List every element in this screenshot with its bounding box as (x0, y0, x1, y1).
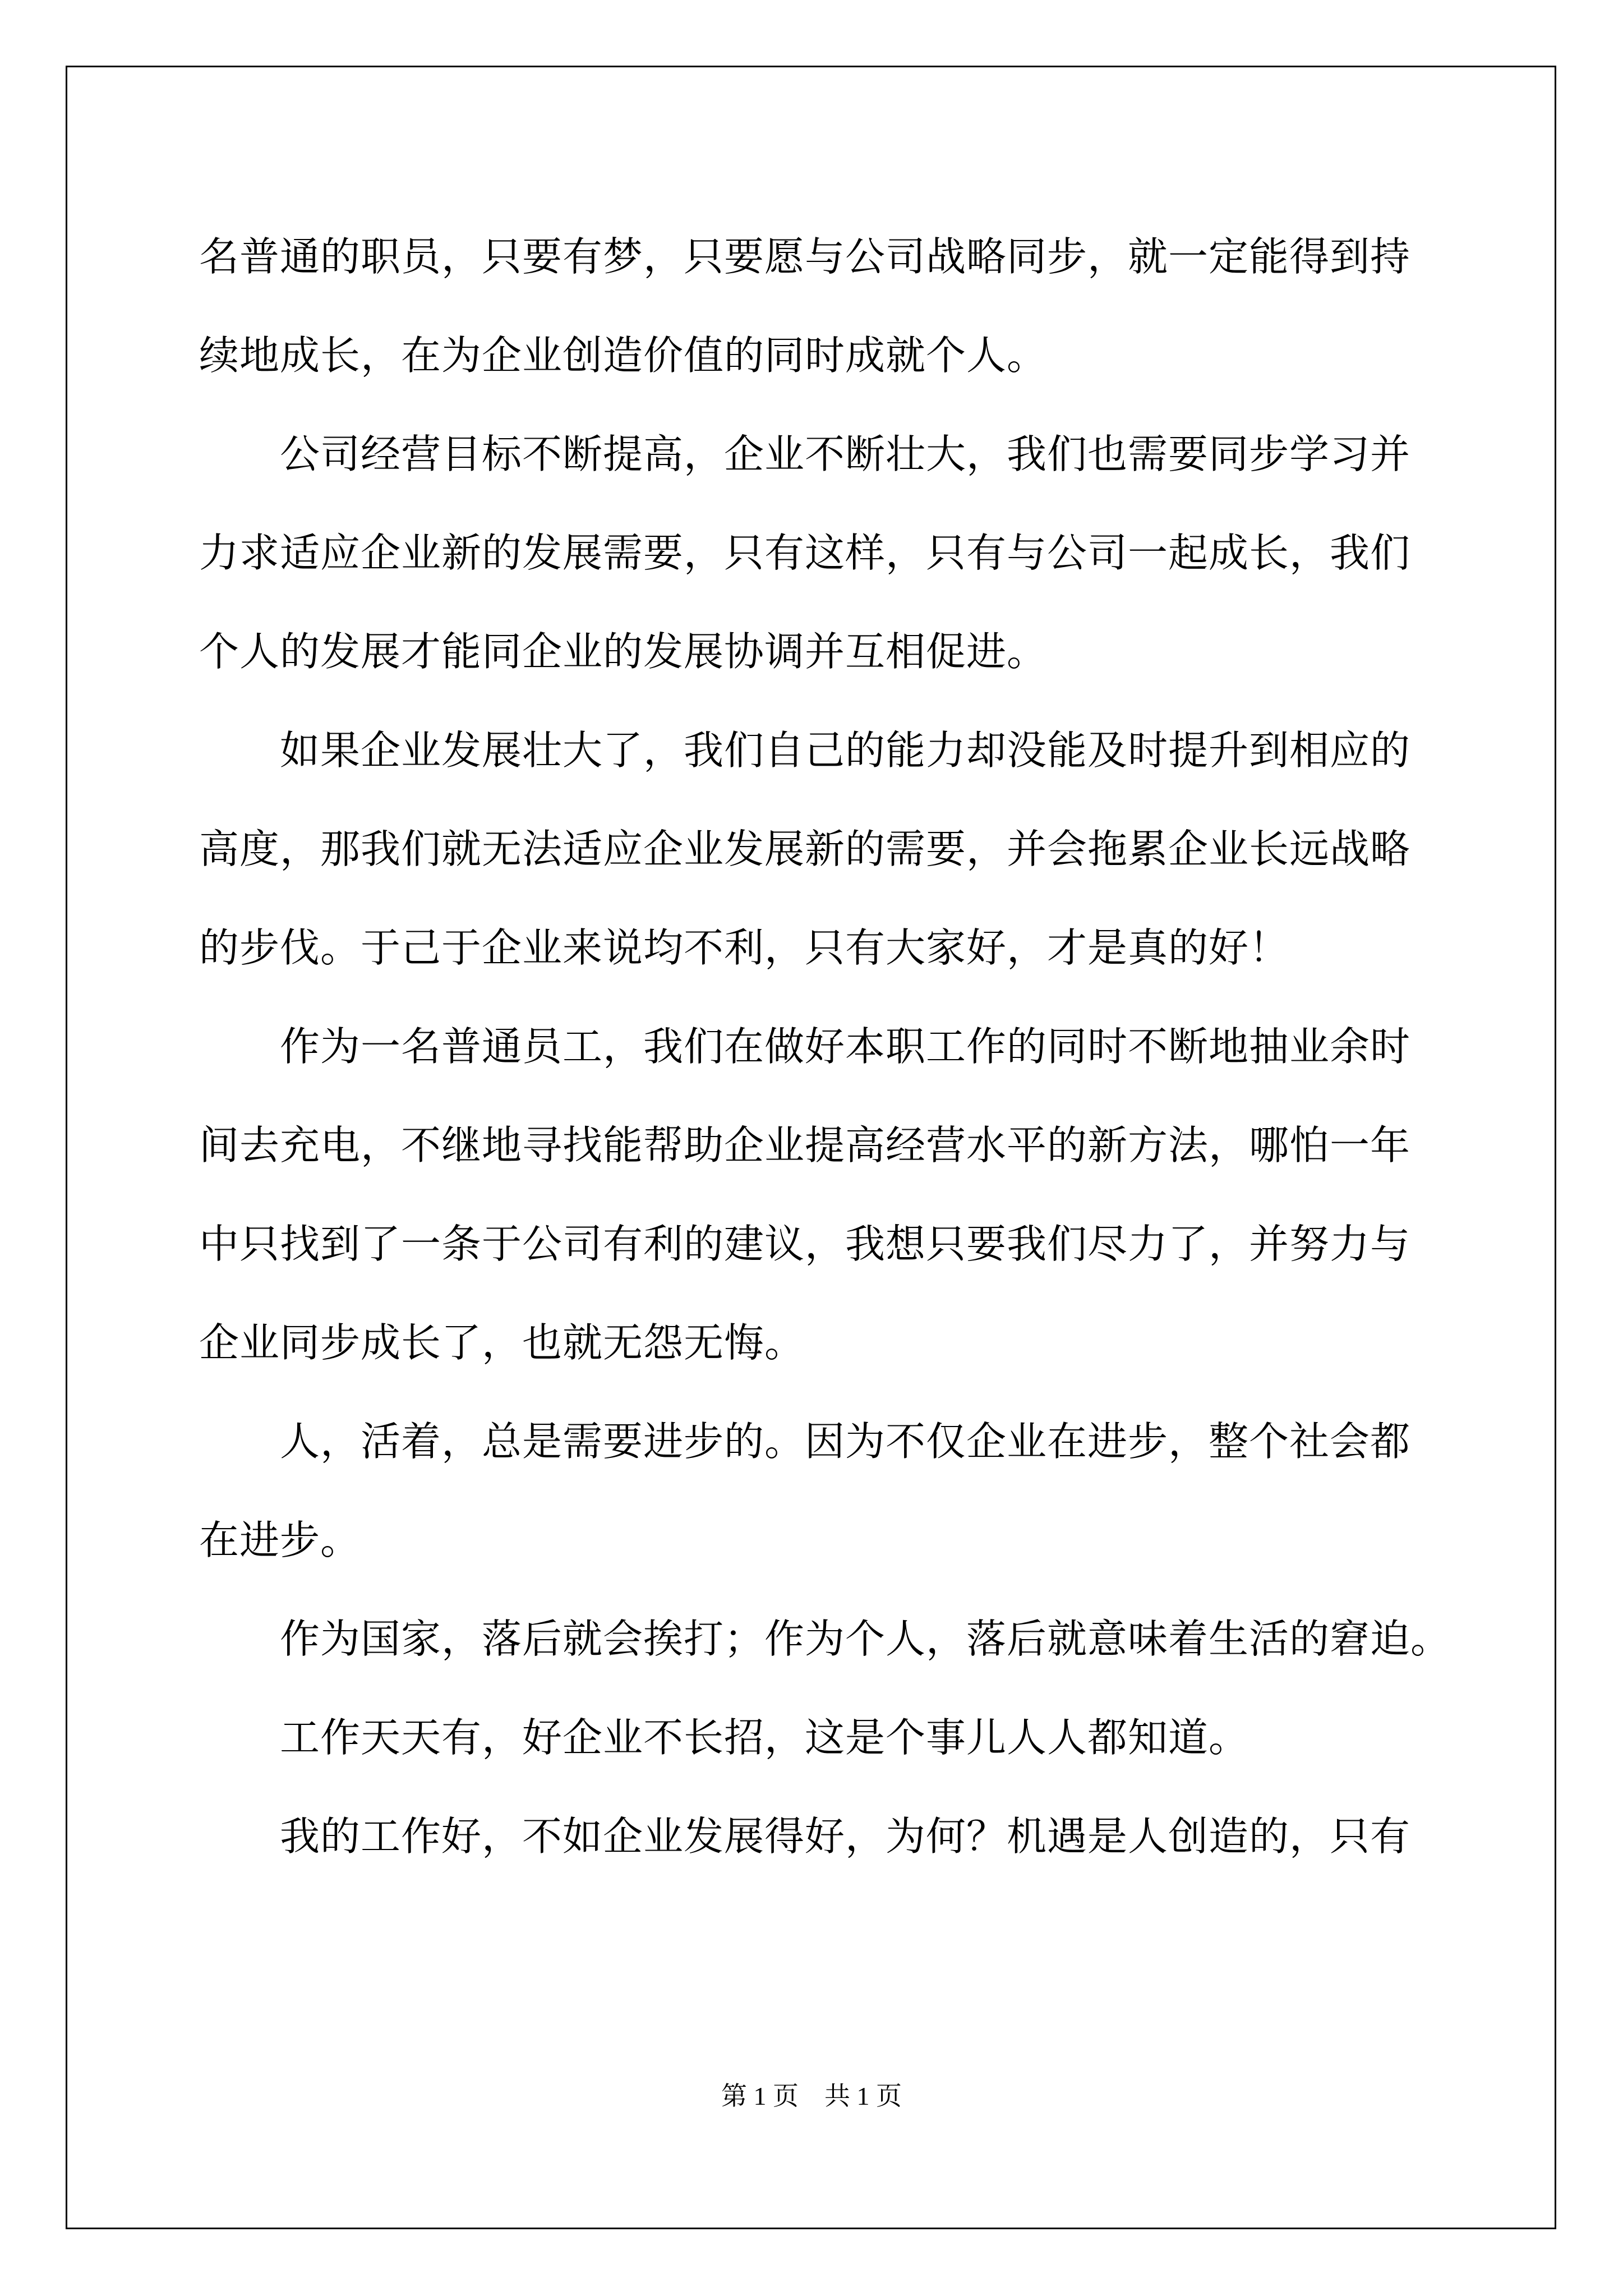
text-line: 名普通的职员，只要有梦，只要愿与公司战略同步，就一定能得到持 (199, 233, 1411, 280)
text-line: 力求适应企业新的发展需要，只有这样，只有与公司一起成长，我们 (199, 530, 1411, 576)
text-line: 间去充电，不继地寻找能帮助企业提高经营水平的新方法，哪怕一年 (199, 1122, 1411, 1168)
text-line: 我的工作好，不如企业发展得好，为何？机遇是人创造的，只有 (199, 1813, 1411, 1860)
text-line: 人，活着，总是需要进步的。因为不仅企业在进步，整个社会都 (199, 1418, 1411, 1465)
text-line: 企业同步成长了，也就无怨无悔。 (199, 1319, 805, 1366)
text-line: 个人的发展才能同企业的发展协调并互相促进。 (199, 628, 1048, 675)
text-line: 中只找到了一条于公司有利的建议，我想只要我们尽力了，并努力与 (199, 1221, 1411, 1267)
text-line: 如果企业发展壮大了，我们自己的能力却没能及时提升到相应的 (199, 727, 1411, 774)
text-line: 工作天天有，好企业不长招，这是个事儿人人都知道。 (199, 1714, 1249, 1761)
text-line: 在进步。 (199, 1517, 361, 1563)
text-line: 作为国家，落后就会挨打；作为个人，落后就意味着生活的窘迫。 (199, 1616, 1451, 1662)
text-line: 作为一名普通员工，我们在做好本职工作的同时不断地抽业余时 (199, 1023, 1411, 1070)
text-line: 公司经营目标不断提高，企业不断壮大，我们也需要同步学习并 (199, 431, 1411, 477)
text-line: 高度，那我们就无法适应企业发展新的需要，并会拖累企业长远战略 (199, 826, 1411, 872)
text-line: 续地成长，在为企业创造价值的同时成就个人。 (199, 332, 1048, 379)
document-body (199, 208, 1451, 1886)
text-line: 的步伐。于己于企业来说均不利，只有大家好，才是真的好！ (199, 924, 1290, 971)
page-number-footer: 第 1 页 共 1 页 (721, 2082, 902, 2110)
